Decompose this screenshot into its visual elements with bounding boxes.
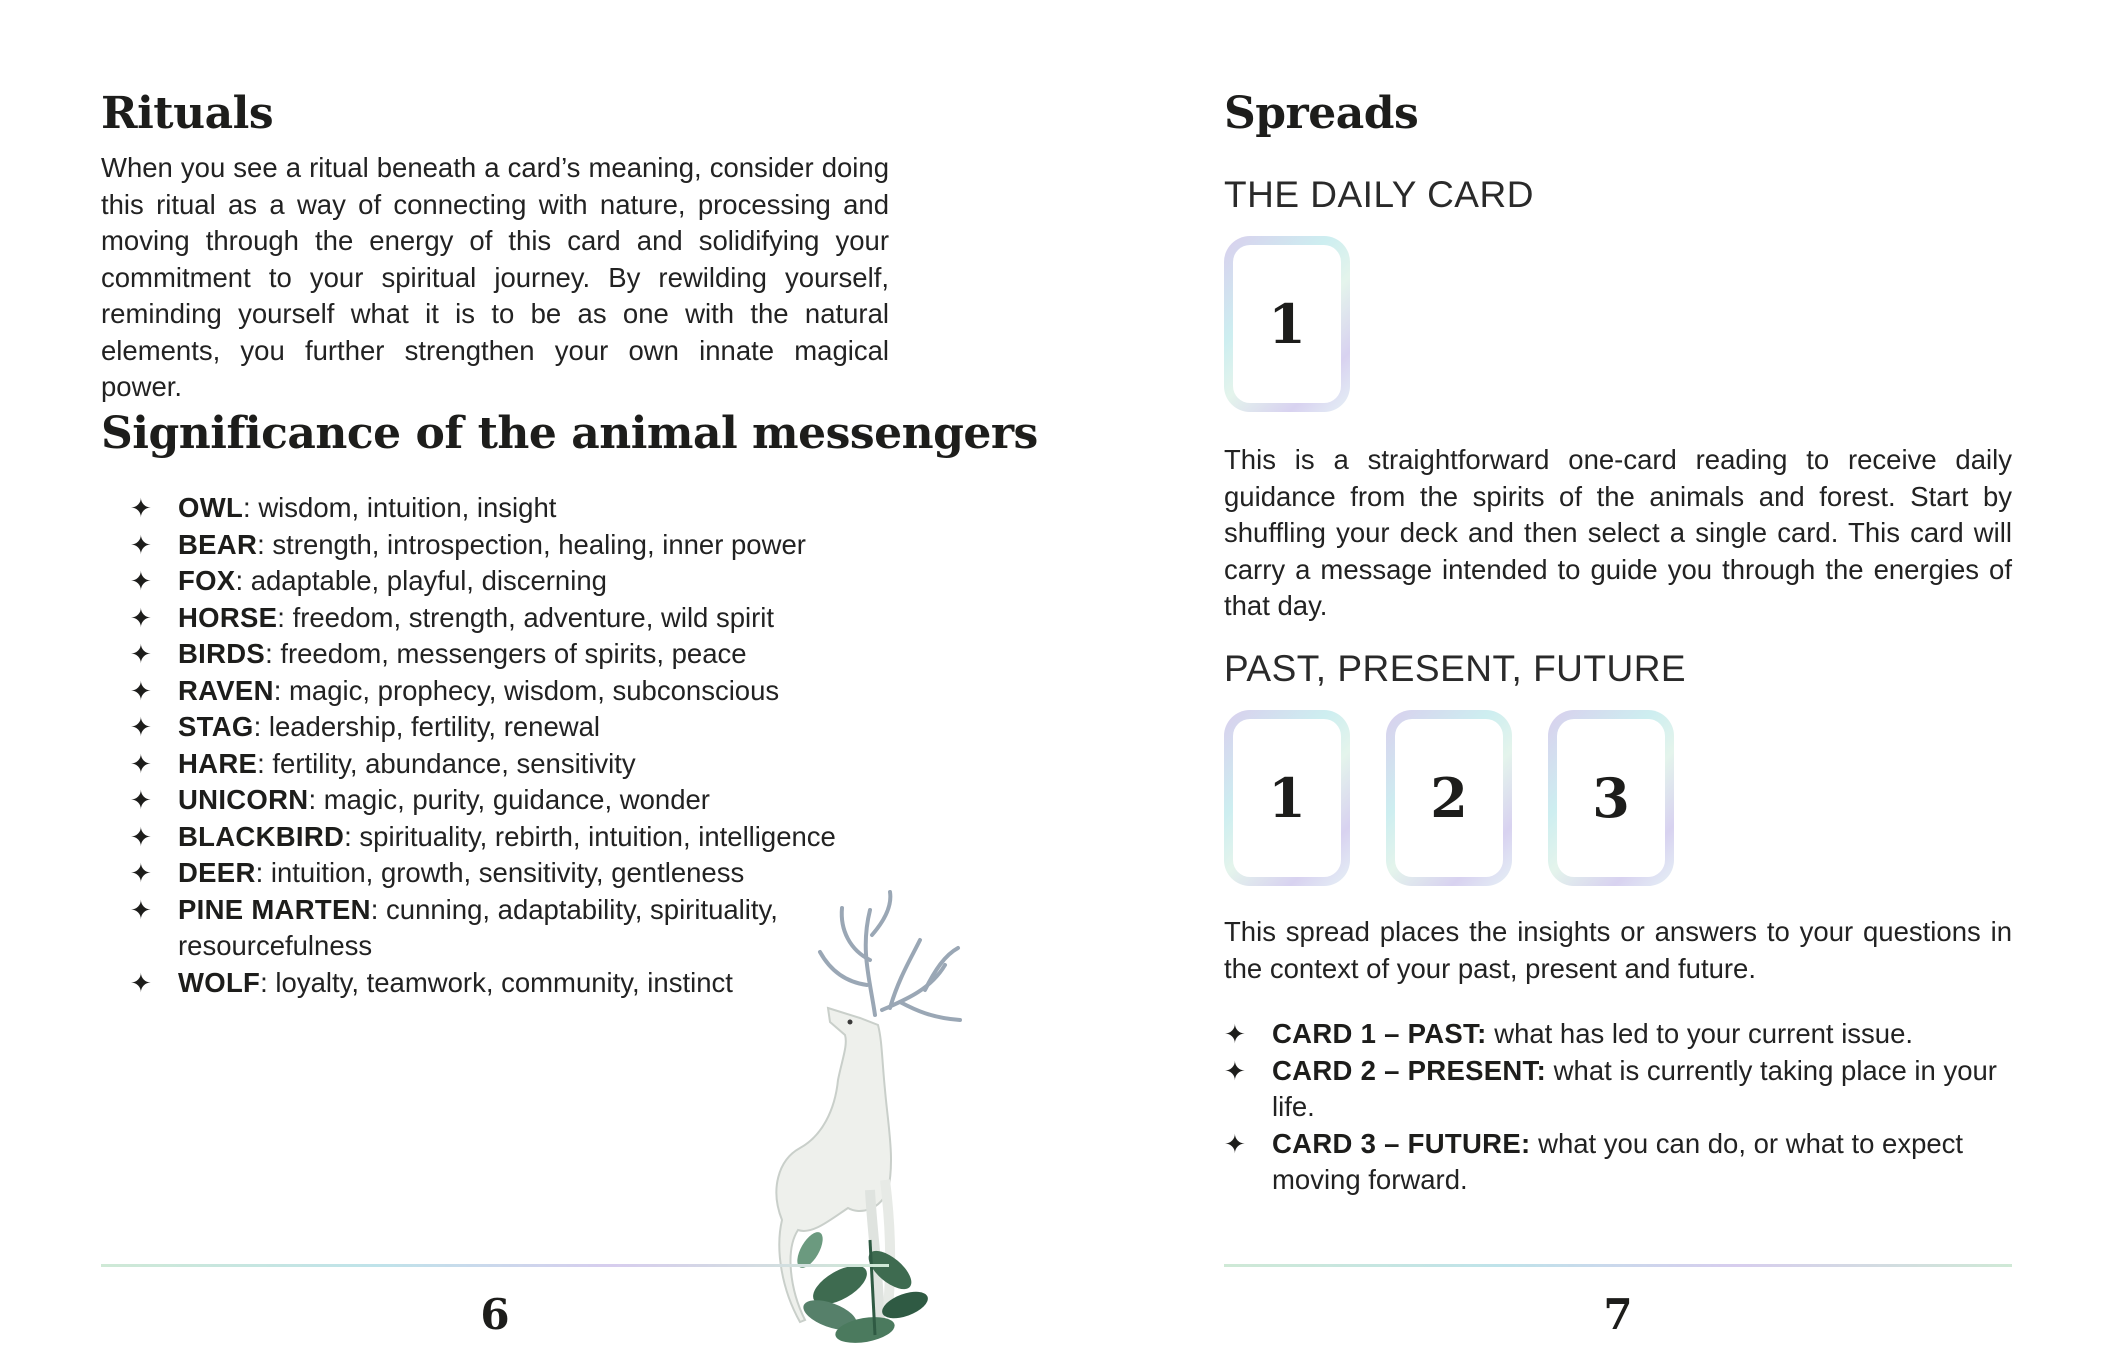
daily-card-subheading: THE DAILY CARD	[1224, 174, 1534, 215]
past-present-future-body: This spread places the insights or answers to your questions in the context of your past, present and future.	[1224, 916, 2012, 984]
card-number: 1	[1268, 766, 1306, 830]
four-point-star-icon: ✦	[130, 785, 152, 815]
significance-heading: Significance of the animal messengers	[101, 408, 1038, 459]
list-item: ✦ RAVEN: magic, prophecy, wisdom, subconscious	[130, 673, 850, 710]
list-item: ✦ WOLF: loyalty, teamwork, community, instinct	[130, 965, 850, 1002]
spread-card	[1224, 710, 1350, 886]
spread-card	[1386, 710, 1512, 886]
list-item: ✦ FOX: adaptable, playful, discerning	[130, 563, 850, 600]
list-item: ✦ BLACKBIRD: spirituality, rebirth, intuition, intelligence	[130, 819, 850, 856]
spread-card-list	[1224, 1016, 2024, 1199]
four-point-star-icon: ✦	[130, 566, 152, 596]
four-point-star-icon: ✦	[1224, 1128, 1246, 1159]
four-point-star-icon: ✦	[1224, 1019, 1246, 1049]
white-stag-illustration	[720, 890, 990, 1350]
list-item: ✦ OWL: wisdom, intuition, insight	[130, 490, 850, 527]
four-point-star-icon: ✦	[130, 894, 152, 925]
past-present-future-subheading: PAST, PRESENT, FUTURE	[1224, 648, 1687, 689]
footer-divider	[101, 1264, 889, 1267]
rituals-heading: Rituals	[101, 88, 274, 139]
antler-icon	[820, 892, 960, 1020]
right-page	[1052, 0, 2104, 1372]
four-point-star-icon: ✦	[130, 675, 152, 706]
spread-card	[1548, 710, 1674, 886]
four-point-star-icon: ✦	[130, 821, 152, 852]
list-item: ✦ DEER: intuition, growth, sensitivity, gentleness	[130, 855, 850, 892]
four-point-star-icon: ✦	[130, 602, 152, 633]
list-item: ✦ HARE: fertility, abundance, sensitivity	[130, 746, 850, 783]
list-item: ✦ BEAR: strength, introspection, healing, inner power	[130, 527, 850, 564]
list-item: ✦ CARD 1 – PAST: what has led to your current issue.	[1224, 1016, 2024, 1053]
list-item: ✦ CARD 3 – FUTURE: what you can do, or what to expect moving forward.	[1224, 1127, 1964, 1195]
four-point-star-icon: ✦	[130, 748, 152, 779]
list-item: ✦ STAG: leadership, fertility, renewal	[130, 709, 850, 746]
page-number: 7	[1603, 1290, 1633, 1339]
footer-divider	[1224, 1264, 2012, 1267]
four-point-star-icon: ✦	[130, 967, 152, 998]
list-item: ✦ BIRDS: freedom, messengers of spirits, peace	[130, 636, 850, 673]
list-item: ✦ UNICORN: magic, purity, guidance, wonder	[130, 782, 850, 819]
four-point-star-icon: ✦	[130, 529, 152, 560]
four-point-star-icon: ✦	[130, 858, 152, 888]
spreads-heading: Spreads	[1224, 88, 1419, 139]
spread-card	[1224, 236, 1350, 412]
card-number: 2	[1430, 766, 1468, 830]
daily-card-body: This is a straightforward one-card reading to receive daily guidance from the spirits of the animals and forest. Start by shuffling your deck and then select a single card. This card will carry a message intended to guide you through the energies of that day.	[1224, 444, 2012, 621]
leaf-icon	[792, 1228, 931, 1347]
list-item: ✦ HORSE: freedom, strength, adventure, wild spirit	[130, 600, 850, 637]
list-item: ✦ CARD 2 – PRESENT: what is currently taking place in your life.	[1224, 1054, 1997, 1122]
four-point-star-icon: ✦	[130, 639, 152, 669]
page-number: 6	[480, 1290, 510, 1339]
card-number: 3	[1592, 766, 1630, 830]
list-item: ✦ PINE MARTEN: cunning, adaptability, spirituality, resourcefulness	[130, 893, 778, 961]
four-point-star-icon: ✦	[130, 712, 152, 742]
card-number: 1	[1268, 292, 1306, 356]
four-point-star-icon: ✦	[1224, 1055, 1246, 1086]
rituals-body: When you see a ritual beneath a card’s meaning, consider doing this ritual as a way of connecting with nature, processing and moving through the energy of this card and solidifying your commitment to your spiritual journey. By rewilding yourself, reminding yourself what it is to be as one with the natural elements, you further strengthen your own innate magical power.	[101, 152, 889, 402]
four-point-star-icon: ✦	[130, 493, 152, 523]
